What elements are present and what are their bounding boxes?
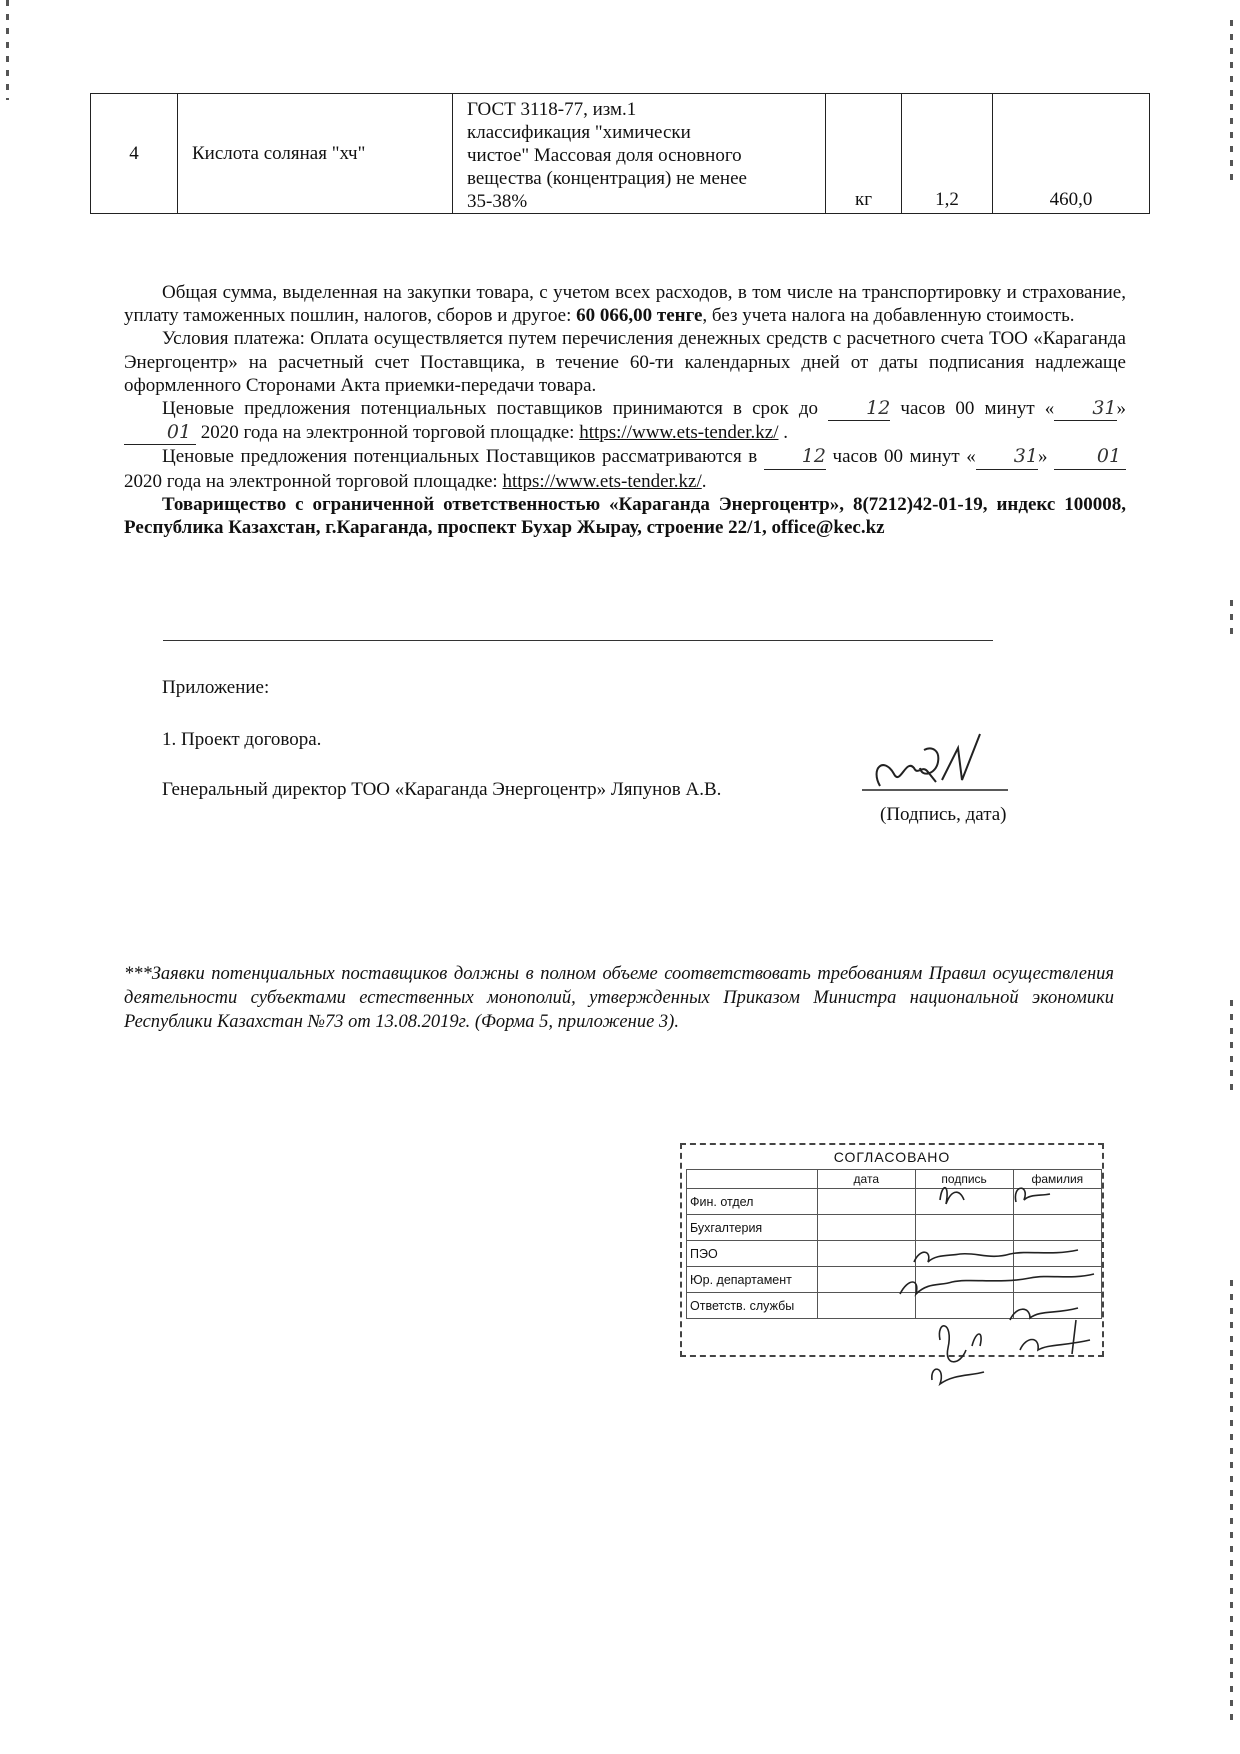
handwritten-hour: 12 (828, 397, 890, 421)
row-number: 4 (91, 94, 178, 214)
description-line: ГОСТ 3118-77, изм.1 (467, 99, 637, 120)
product-name: Кислота соляная "хч" (178, 94, 453, 214)
footnote: ***Заявки потенциальных поставщиков должны в полном объеме соответствовать требованиям Правил осуществления деятельности субъектами естественных монополий, утвержденных Приказом Министра национальной экономики Республики Казахстан №73 от 13.08.2019г. (Форма 5, приложение 3). (124, 964, 1114, 1032)
quantity-cell: 1,2 (902, 94, 993, 214)
price-cell: 460,0 (993, 94, 1150, 214)
scan-edge-mark (1230, 1280, 1233, 1720)
department-label: Юр. департамент (687, 1267, 818, 1293)
appendix-item: 1. Проект договора. (162, 729, 322, 750)
signature-caption: (Подпись, дата) (880, 804, 1007, 825)
scan-edge-mark (1230, 600, 1233, 640)
table-row (91, 94, 1150, 214)
department-label: Ответств. службы (687, 1293, 818, 1319)
tender-link[interactable]: https://www.ets-tender.kz/ (502, 470, 702, 492)
stamp-title: СОГЛАСОВАНО (833, 1149, 951, 1165)
handwritten-month: 01 (1054, 445, 1126, 469)
scan-edge-mark (1230, 20, 1233, 180)
description-line: вещества (концентрация) не менее (467, 168, 747, 189)
handwritten-day: 31 (1054, 397, 1116, 421)
header-signature: подпись (915, 1170, 1013, 1189)
unit-cell: кг (826, 94, 902, 214)
total-sum-paragraph: Общая сумма, выделенная на закупки товара, с учетом всех расходов, в том числе на транспортировку и страхование, уплату таможенных пошлин, налогов, сборов и другое: 60 066,00 тенге, без учета налога на добавленную стоимость. (124, 282, 1126, 327)
goods-table (90, 93, 1150, 214)
handwritten-hour: 12 (764, 445, 826, 469)
review-paragraph: Ценовые предложения потенциальных Поставщиков рассматриваются в 12 часов 00 минут « 31» 01 2020 года на электронной торговой площадке: https://www.ets-tender.kz/. (124, 445, 1126, 492)
director-line: Генеральный директор ТОО «Караганда Энергоцентр» Ляпунов А.В. (162, 779, 722, 800)
approval-signatures-icon (880, 1170, 1120, 1400)
divider-line (163, 640, 993, 641)
body-text (124, 281, 1126, 539)
tender-link[interactable]: https://www.ets-tender.kz/ (579, 422, 779, 444)
department-label: Бухгалтерия (687, 1215, 818, 1241)
header-date: дата (817, 1170, 915, 1189)
scan-edge-mark (6, 0, 9, 100)
department-label: Фин. отдел (687, 1189, 818, 1215)
appendix-label: Приложение: (162, 677, 270, 698)
description-line: 35-38% (467, 191, 528, 212)
payment-terms-paragraph: Условия платежа: Оплата осуществляется путем перечисления денежных средств с расчетного счета ТОО «Караганда Энергоцентр» на расчетный счет Поставщика, в течение 60-ти календарных дней от даты подписания надлежаще оформленного Сторонами Акта приемки-передачи товара. (124, 328, 1126, 396)
deadline-paragraph: Ценовые предложения потенциальных поставщиков принимаются в срок до 12 часов 00 минут « 31» 01 2020 года на электронной торговой площадке: https://www.ets-tender.kz/ . (124, 397, 1126, 445)
product-description (453, 94, 826, 214)
director-signature-icon (862, 728, 1022, 800)
header-surname: фамилия (1013, 1170, 1101, 1189)
handwritten-day: 31 (976, 445, 1038, 469)
company-details-paragraph: Товарищество с ограниченной ответственностью «Караганда Энергоцентр», 8(7212)42-01-19, индекс 100008, Республика Казахстан, г.Караганда, проспект Бухар Жырау, строение 22/1, office@kec.kz (124, 493, 1126, 539)
scan-edge-mark (1230, 1000, 1233, 1090)
total-sum: 60 066,00 тенге (576, 305, 703, 327)
description-line: классификация "химически (467, 122, 691, 143)
department-label: ПЭО (687, 1241, 818, 1267)
handwritten-month: 01 (124, 421, 196, 445)
description-line: чистое" Массовая доля основного (467, 145, 742, 166)
